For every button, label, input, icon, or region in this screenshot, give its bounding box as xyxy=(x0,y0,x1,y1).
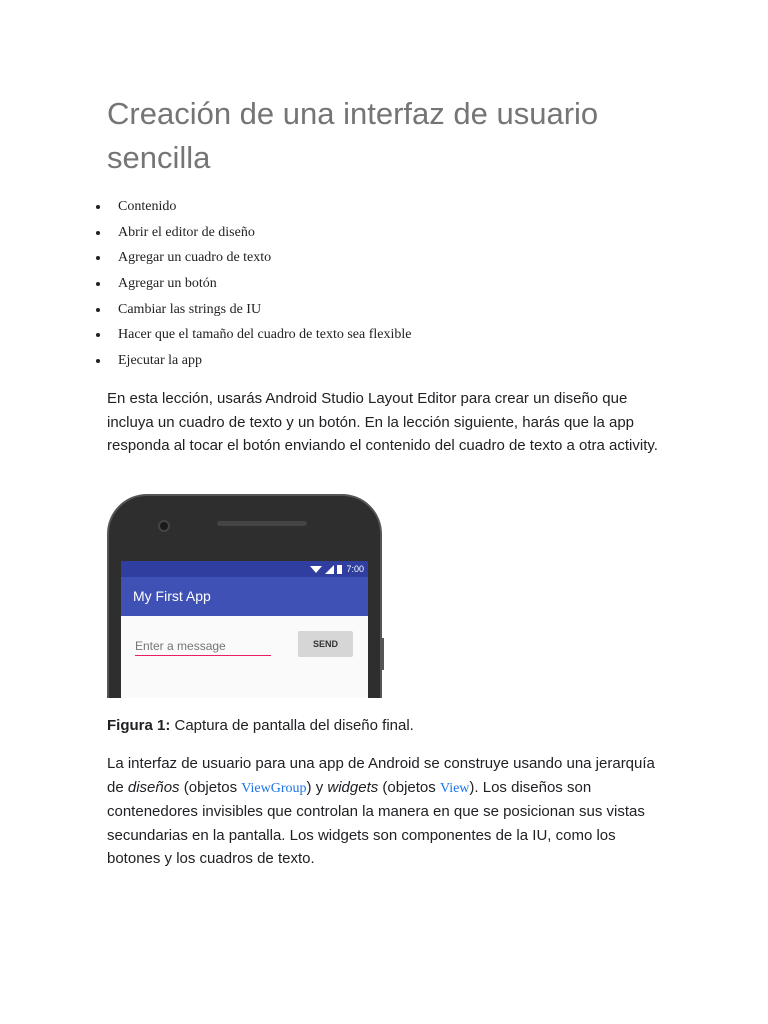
toc-item-cambiar-strings[interactable]: Cambiar las strings de IU xyxy=(0,299,411,325)
toc-item-abrir-editor[interactable]: Abrir el editor de diseño xyxy=(0,222,411,248)
message-input[interactable] xyxy=(135,637,271,656)
viewgroup-link[interactable]: ViewGroup xyxy=(241,780,307,796)
phone-screenshot xyxy=(107,494,384,698)
body-paragraph: La interfaz de usuario para una app de Android se construye usando una jerarquía de diseños (objetos ViewGroup) y widgets (objetos View). Los diseños son contenedores invisibles que controlan la manera en que se posicionan sus vistas secundarias en la pantalla. Los widgets son componentes de la IU, como los botones y los cuadros de texto. xyxy=(107,755,655,867)
battery-icon xyxy=(337,565,342,574)
caption-label: Figura 1: xyxy=(107,717,171,734)
figure-caption xyxy=(107,714,414,737)
table-of-contents xyxy=(0,196,411,376)
phone-screen xyxy=(121,561,368,698)
toc-item-contenido[interactable]: Contenido xyxy=(0,196,411,222)
toc-item-agregar-boton[interactable]: Agregar un botón xyxy=(0,273,411,299)
send-button[interactable]: SEND xyxy=(298,631,353,657)
phone-side-button xyxy=(382,638,384,670)
wifi-icon xyxy=(310,566,322,573)
intro-paragraph: En esta lección, usarás Android Studio Layout Editor para crear un diseño que incluya un cuadro de texto y un botón. En la lección siguiente, harás que la app responda al tocar el botón enviando el contenido del cuadro de texto a otra activity. xyxy=(107,390,658,454)
speaker-grille xyxy=(217,521,307,526)
toc-item-tamano-flexible[interactable]: Hacer que el tamaño del cuadro de texto sea flexible xyxy=(0,324,411,350)
toc-item-ejecutar-app[interactable]: Ejecutar la app xyxy=(0,350,411,376)
caption-text: Captura de pantalla del diseño final. xyxy=(170,717,414,734)
camera-icon xyxy=(158,520,170,532)
app-bar xyxy=(121,577,368,616)
signal-icon xyxy=(325,565,334,574)
page-title: Creación de una interfaz de usuario sencilla xyxy=(107,96,599,175)
toc-item-agregar-cuadro[interactable]: Agregar un cuadro de texto xyxy=(0,247,411,273)
app-title: My First App xyxy=(133,588,211,604)
status-bar xyxy=(121,561,368,577)
view-link[interactable]: View xyxy=(439,780,470,796)
emphasis-widgets: widgets xyxy=(327,778,379,796)
emphasis-disenos: diseños xyxy=(127,778,180,796)
status-time: 7:00 xyxy=(346,564,364,574)
